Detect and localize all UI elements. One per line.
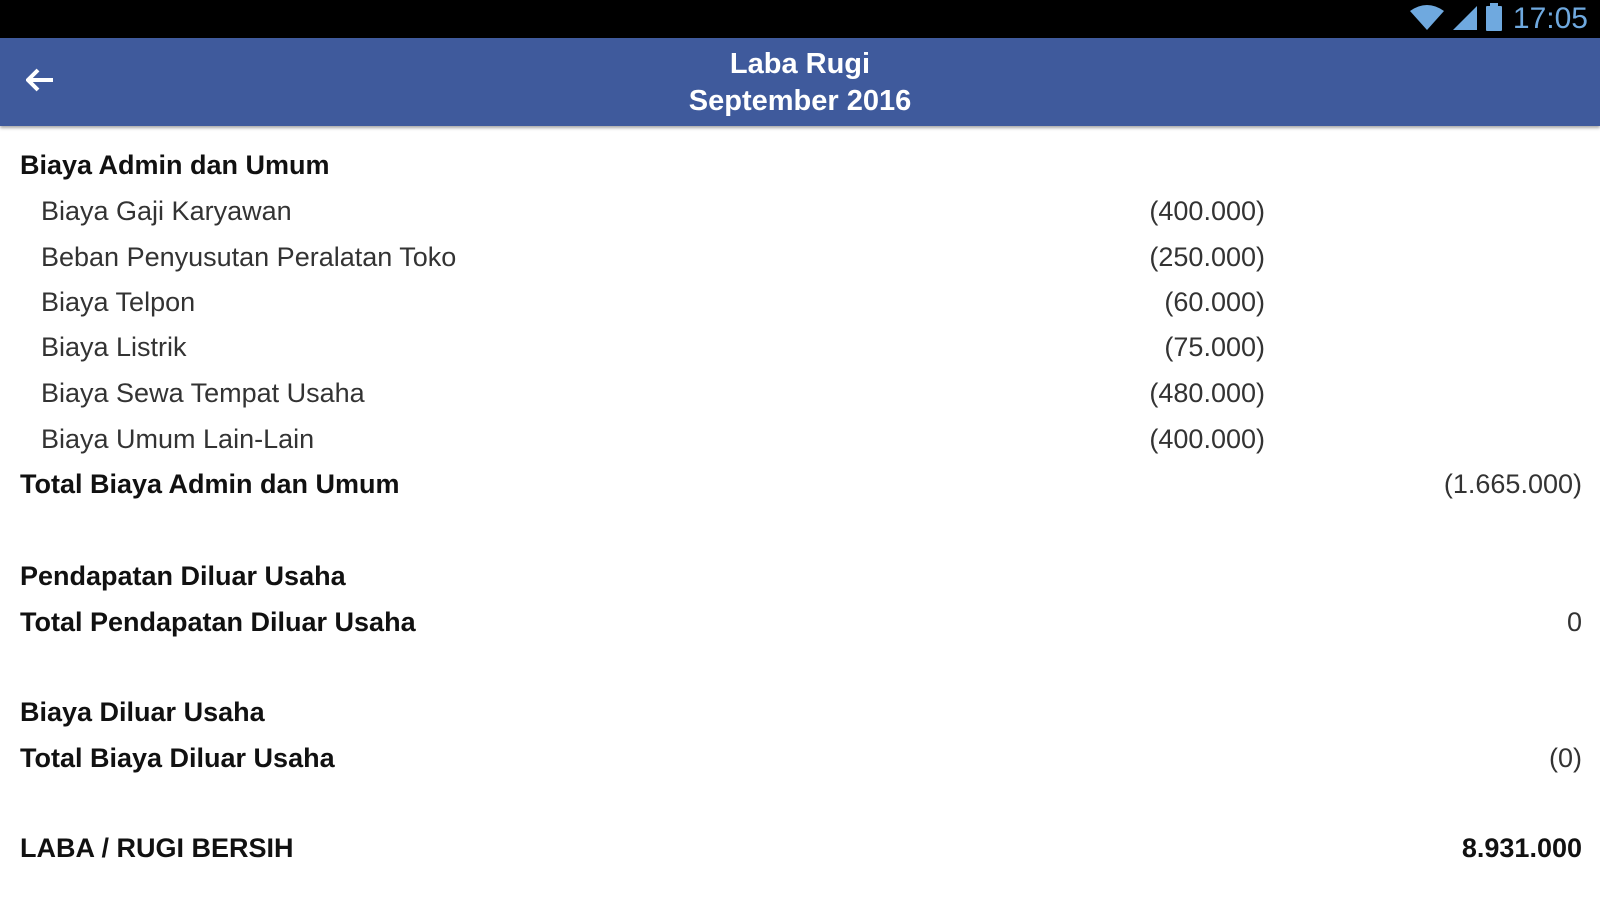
page-title: Laba Rugi bbox=[729, 48, 871, 80]
line-item-label: Biaya Listrik bbox=[41, 332, 187, 362]
status-bar bbox=[0, 0, 1600, 38]
total-amount: (0) bbox=[1549, 743, 1582, 773]
section-heading-label: Biaya Admin dan Umum bbox=[20, 150, 330, 180]
line-item-amount: (250.000) bbox=[1149, 242, 1265, 272]
status-time: 17:05 bbox=[1512, 2, 1588, 35]
total-label: Total Biaya Admin dan Umum bbox=[20, 469, 400, 499]
app-bar bbox=[0, 38, 1600, 126]
section-heading-label: Pendapatan Diluar Usaha bbox=[20, 561, 346, 591]
total-amount: 0 bbox=[1566, 607, 1582, 637]
line-item-amount: (400.000) bbox=[1149, 196, 1265, 226]
signal-icon bbox=[1451, 3, 1479, 36]
line-item bbox=[0, 235, 1600, 279]
section-heading-other-income bbox=[0, 554, 1600, 598]
status-icons bbox=[1409, 0, 1588, 38]
title-block bbox=[0, 46, 1600, 120]
section-heading-admin bbox=[0, 143, 1600, 187]
line-item-label: Biaya Sewa Tempat Usaha bbox=[41, 378, 365, 408]
total-label: Total Pendapatan Diluar Usaha bbox=[20, 607, 416, 637]
total-row-other-expense bbox=[0, 736, 1600, 780]
line-item bbox=[0, 189, 1600, 233]
total-amount: (1.665.000) bbox=[1443, 469, 1582, 499]
total-row-other-income bbox=[0, 600, 1600, 644]
line-item-label: Biaya Telpon bbox=[41, 287, 196, 317]
battery-icon bbox=[1485, 2, 1503, 37]
total-row-admin bbox=[0, 462, 1600, 506]
line-item bbox=[0, 325, 1600, 369]
line-item-amount: (400.000) bbox=[1149, 424, 1265, 454]
line-item bbox=[0, 280, 1600, 324]
line-item-label: Biaya Umum Lain-Lain bbox=[41, 424, 315, 454]
line-item-amount: (60.000) bbox=[1164, 287, 1265, 317]
net-profit-row bbox=[0, 826, 1600, 870]
line-item-label: Beban Penyusutan Peralatan Toko bbox=[41, 242, 457, 272]
line-item bbox=[0, 371, 1600, 415]
line-item-amount: (75.000) bbox=[1164, 332, 1265, 362]
net-profit-label: LABA / RUGI BERSIH bbox=[20, 833, 294, 863]
section-heading-label: Biaya Diluar Usaha bbox=[20, 697, 265, 727]
net-profit-amount: 8.931.000 bbox=[1461, 833, 1582, 863]
total-label: Total Biaya Diluar Usaha bbox=[20, 743, 335, 773]
line-item-label: Biaya Gaji Karyawan bbox=[41, 196, 292, 226]
line-item-amount: (480.000) bbox=[1149, 378, 1265, 408]
page-subtitle: September 2016 bbox=[688, 85, 912, 117]
line-item bbox=[0, 417, 1600, 461]
wifi-icon bbox=[1409, 3, 1445, 36]
section-heading-other-expense bbox=[0, 690, 1600, 734]
